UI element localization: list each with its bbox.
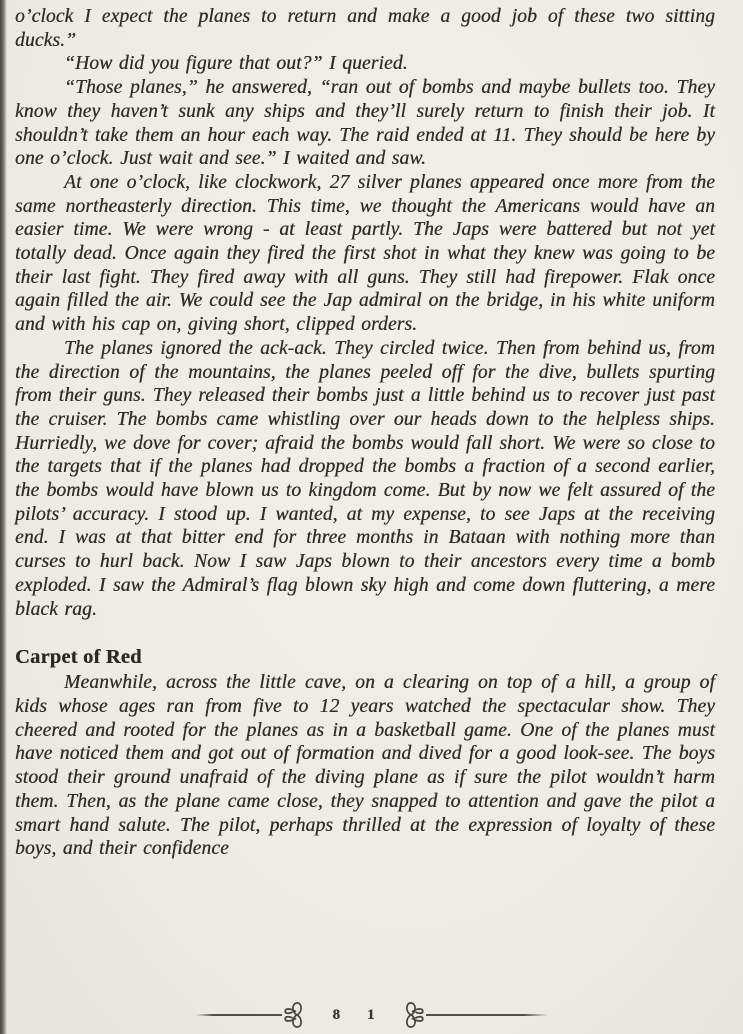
footer-flourish-left-icon <box>282 1000 306 1030</box>
paragraph: The planes ignored the ack-ack. They circled twice. Then from behind us, from the direction of the mountains, the planes peeled off for the dive, bullets spurting from their guns. They released their bombs just a little behind us to recover just past the cruiser. The bombs came whistling over our heads down to the helpless ships. Hurriedly, we dove for cover; afraid the bombs would fall short. We were so close to the targets that if the planes had dropped the bombs a fraction of a second earlier, the bombs would have blown us to kingdom come. But by now we felt assured of the pilots’ accuracy. I stood up. I wanted, at my expense, to see Japs at the receiving end. I was at that bitter end for three months in Bataan with nothing more than curses to hurl back. Now I saw Japs blown to their ancestors every time a bomb exploded. I saw the Admiral’s flag blown sky high and come down fluttering, a mere black rag. <box>15 337 715 620</box>
page-number: 81 <box>332 1006 402 1023</box>
paragraph: At one o’clock, like clockwork, 27 silver planes appeared once more from the same northeasterly direction. This time, we thought the Americans would have an easier time. We were wrong - at least partly. The Japs were battered but not yet totally dead. Once again they fired the first shot in what they knew was going to be their last fight. They fired away with all guns. They still had firepower. Flak once again filled the air. We could see the Jap admiral on the bridge, in his white uniform and with his cap on, giving short, clipped orders. <box>15 171 715 336</box>
page-text-block <box>15 5 715 861</box>
paragraph-continued: o’clock I expect the planes to return and make a good job of these two sitting ducks.” <box>15 6 715 51</box>
page-footer <box>0 1000 743 1030</box>
footer-flourish-right-icon <box>402 1000 426 1030</box>
footer-rule-left <box>196 1014 282 1016</box>
scan-edge-shadow <box>0 0 7 1034</box>
paragraph: “How did you figure that out?” I queried. <box>64 53 408 75</box>
footer-rule-right <box>426 1014 548 1016</box>
paragraph: Meanwhile, across the little cave, on a clearing on top of a hill, a group of kids whose ages ran from five to 12 years watched the spectacular show. They cheered and rooted for the planes as in a basketball game. One of the planes must have noticed them and got out of formation and dived for a good look-see. The boys stood their ground unafraid of the diving plane as if sure the pilot wouldn’t harm them. Then, as the plane came close, they snapped to attention and gave the pilot a smart hand salute. The pilot, perhaps thrilled at the expression of loyalty of these boys, and their confidence <box>15 672 715 860</box>
paragraph: “Those planes,” he answered, “ran out of bombs and maybe bullets too. They know they haven’t sunk any ships and they’ll surely return to finish their job. It shouldn’t take them an hour each way. The raid ended at 11. They should be here by one o’clock. Just wait and see.” I waited and saw. <box>15 77 715 170</box>
section-heading: Carpet of Red <box>15 646 142 669</box>
